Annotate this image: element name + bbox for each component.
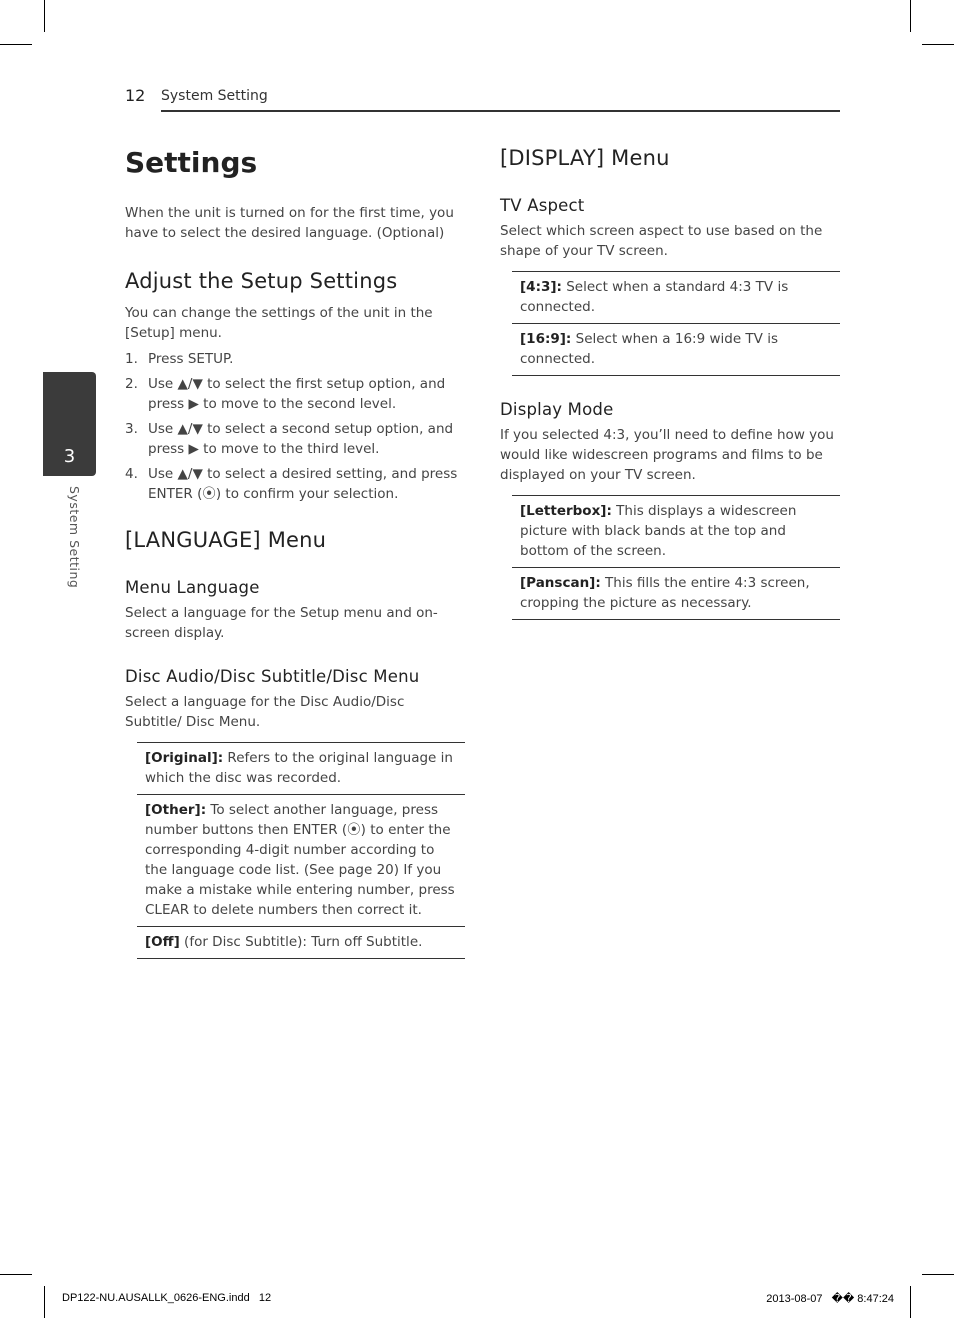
disc-options-table (137, 742, 465, 959)
intro-text: When the unit is turned on for the first time, you have to select the desired language. (Optional) (125, 205, 454, 241)
crop-mark (44, 0, 45, 32)
table-row (512, 568, 840, 620)
left-column (125, 140, 465, 959)
option-text: Refers to the original language in which the disc was recorded. (145, 750, 453, 786)
setup-steps (125, 349, 465, 504)
step-number: 4. (125, 466, 138, 482)
table-row (512, 496, 840, 568)
display-mode-text: If you selected 4:3, you’ll need to define how you would like widescreen programs and films to be displayed on your TV screen. (500, 427, 834, 483)
table-row (137, 927, 465, 959)
option-text: This fills the entire 4:3 screen, cropping the picture as necessary. (520, 575, 810, 611)
option-label: [4:3]: (520, 279, 562, 295)
crop-mark (0, 1274, 32, 1275)
step-text: Use ▲/▼ to select a desired setting, and press ENTER (⦿) to confirm your selection. (148, 466, 458, 502)
step-number: 2. (125, 376, 138, 392)
list-item (125, 464, 465, 504)
adjust-text: You can change the settings of the unit in the [Setup] menu. (125, 305, 433, 341)
crop-mark (922, 44, 954, 45)
option-text: This displays a widescreen picture with black bands at the top and bottom of the screen. (520, 503, 797, 559)
table-row (137, 743, 465, 795)
section-heading-adjust: Adjust the Setup Settings (125, 269, 398, 293)
right-column (500, 140, 840, 620)
footer-file: DP122-NU.AUSALLK_0626-ENG.indd 12 (62, 1292, 272, 1304)
table-cell (512, 324, 840, 376)
table-cell (137, 795, 465, 927)
crop-mark (44, 1286, 45, 1318)
step-text: Press SETUP. (148, 351, 234, 367)
step-text: Use ▲/▼ to select the first setup option, and press ▶ to move to the second level. (148, 376, 446, 412)
list-item (125, 374, 465, 414)
table-row (512, 272, 840, 324)
display-mode-table (512, 495, 840, 620)
subheading-menu-language: Menu Language (125, 578, 260, 597)
disc-text: Select a language for the Disc Audio/Disc Subtitle/ Disc Menu. (125, 694, 405, 730)
footer-timestamp: 2013-08-07 �� 8:47:24 (766, 1293, 894, 1305)
option-label: [Other]: (145, 802, 207, 818)
subheading-disc: Disc Audio/Disc Subtitle/Disc Menu (125, 667, 420, 686)
chapter-number: 3 (63, 446, 76, 467)
section-heading-language: [LANGUAGE] Menu (125, 528, 327, 552)
table-cell (137, 743, 465, 795)
crop-mark (910, 1286, 911, 1318)
crop-mark (0, 44, 32, 45)
table-cell (512, 496, 840, 568)
step-number: 1. (125, 351, 138, 367)
subheading-tv-aspect: TV Aspect (500, 196, 585, 215)
crop-mark (922, 1274, 954, 1275)
chapter-label-text: System Setting (67, 486, 82, 589)
list-item (125, 349, 465, 369)
tv-aspect-text: Select which screen aspect to use based on the shape of your TV screen. (500, 223, 823, 259)
chapter-label (58, 486, 88, 616)
crop-mark (910, 0, 911, 32)
page-number: 12 (125, 86, 146, 105)
step-text: Use ▲/▼ to select a second setup option, and press ▶ to move to the third level. (148, 421, 454, 457)
tv-aspect-table (512, 271, 840, 376)
list-item (125, 419, 465, 459)
table-cell (512, 568, 840, 620)
section-heading-display: [DISPLAY] Menu (500, 146, 670, 170)
running-header-title: System Setting (161, 88, 268, 104)
table-cell (137, 927, 465, 959)
option-label: [16:9]: (520, 331, 572, 347)
option-text: To select another language, press number buttons then ENTER (⦿) to enter the corresponding 4-digit number according to the language code list. (See page 20) If you make a mistake while entering number, press CLEAR to delete numbers then correct it. (145, 802, 455, 918)
subheading-display-mode: Display Mode (500, 400, 614, 419)
table-cell (512, 272, 840, 324)
step-number: 3. (125, 421, 138, 437)
option-text: (for Disc Subtitle): Turn off Subtitle. (179, 934, 423, 950)
option-label: [Letterbox]: (520, 503, 612, 519)
menu-language-text: Select a language for the Setup menu and on-screen display. (125, 605, 438, 641)
option-label: [Off] (145, 934, 180, 950)
table-row (512, 324, 840, 376)
header-rule (161, 110, 840, 112)
table-row (137, 795, 465, 927)
option-label: [Original]: (145, 750, 224, 766)
option-text: Select when a 16:9 wide TV is connected. (520, 331, 778, 367)
option-label: [Panscan]: (520, 575, 601, 591)
page-title: Settings (125, 146, 258, 179)
option-text: Select when a standard 4:3 TV is connected. (520, 279, 789, 315)
